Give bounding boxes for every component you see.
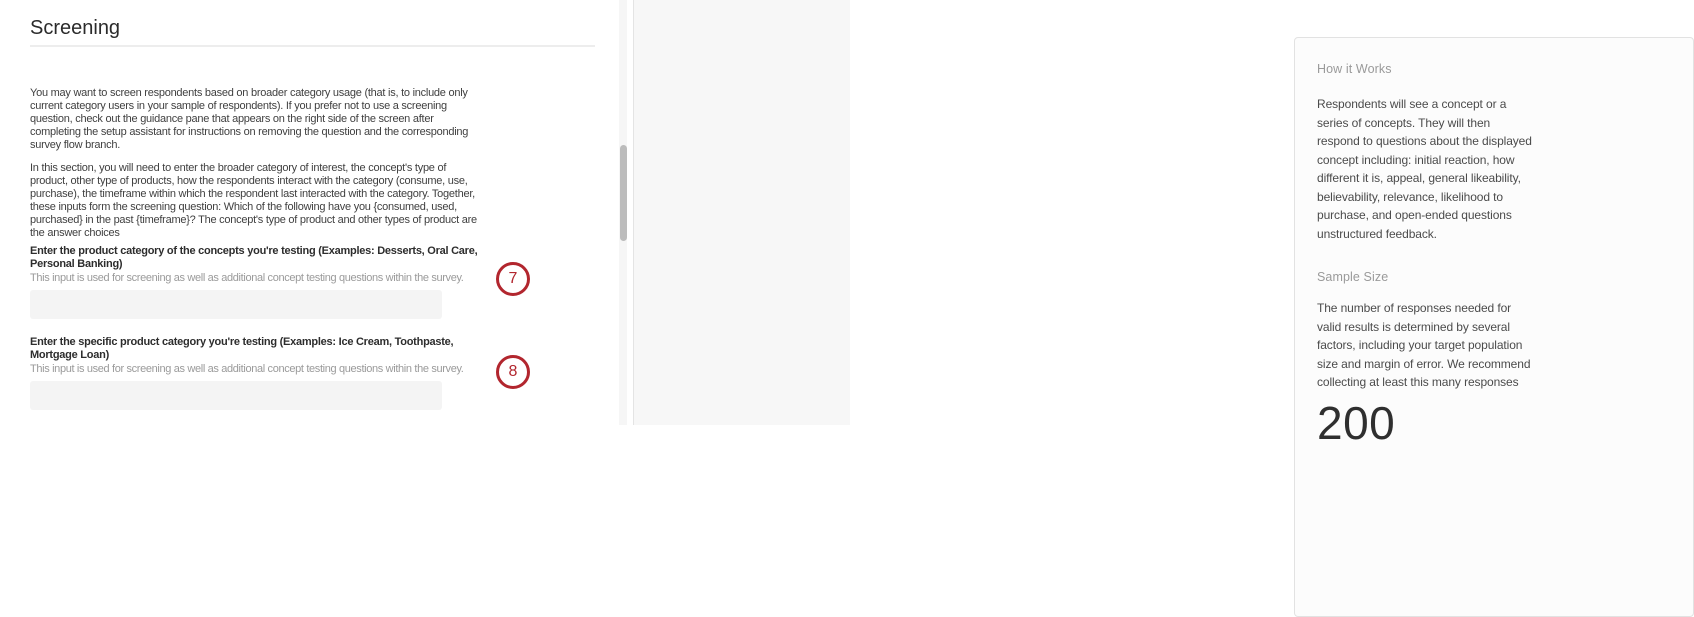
- intro-paragraph-2: [30, 162, 477, 240]
- paragraph-line: question, check out the guidance pane that appears on the right side of the screen after: [30, 113, 434, 125]
- paragraph-line: current category users in your sample of respondents). If you prefer not to use a screening: [30, 100, 447, 112]
- how-it-works-heading: How it Works: [1317, 62, 1392, 76]
- paragraph-line: In this section, you will need to enter the broader category of interest, the concept's type of: [30, 162, 447, 174]
- specific-product-category-label: [30, 336, 453, 362]
- page-title: Screening: [30, 17, 121, 40]
- annotation-circle-7: 7: [496, 262, 530, 296]
- paragraph-line: purchase), the timeframe within which the respondent last interacted with the category. Together,: [30, 188, 475, 200]
- guidance-line: valid results is determined by several: [1317, 319, 1510, 334]
- guidance-line: The number of responses needed for: [1317, 301, 1512, 315]
- guidance-panel: [634, 0, 1532, 449]
- label-line: Personal Banking): [30, 258, 123, 270]
- guidance-line: collecting at least this many responses: [1317, 375, 1519, 389]
- recommended-sample-size-value: 200: [1317, 397, 1396, 449]
- guidance-card: [1294, 37, 1694, 617]
- guidance-line: series of concepts. They will then: [1317, 115, 1491, 130]
- paragraph-line: purchased} in the past {timeframe}? The concept's type of product and other types of product are: [30, 214, 477, 226]
- guidance-line: factors, including your target population: [1317, 338, 1523, 352]
- paragraph-line: product, other type of products, how the respondents interact with the category (consume, use,: [30, 175, 468, 187]
- sample-size-text: [1317, 299, 1530, 392]
- specific-product-category-helper-text: This input is used for screening as well as additional concept testing questions within the survey.: [30, 363, 464, 375]
- vertical-scrollbar-thumb[interactable]: [620, 145, 627, 241]
- sample-size-heading: Sample Size: [1317, 270, 1389, 284]
- guidance-line: purchase, and open-ended questions: [1317, 208, 1512, 222]
- how-it-works-text: [1317, 95, 1532, 243]
- paragraph-line: You may want to screen respondents based on broader category usage (that is, to include only: [30, 87, 468, 99]
- paragraph-line: the answer choices: [30, 227, 120, 239]
- label-line: Enter the product category of the concepts you're testing (Examples: Desserts, Oral Care,: [30, 245, 478, 257]
- product-category-input[interactable]: [30, 290, 442, 319]
- paragraph-line: completing the setup assistant for instructions on removing the question and the corresponding: [30, 126, 469, 138]
- guidance-line: Respondents will see a concept or a: [1317, 97, 1507, 111]
- product-category-label: [30, 245, 477, 271]
- guidance-line: unstructured feedback.: [1317, 226, 1437, 241]
- guidance-line: size and margin of error. We recommend: [1317, 356, 1531, 371]
- guidance-line: concept including: initial reaction, how: [1317, 152, 1515, 167]
- specific-product-category-input[interactable]: [30, 381, 442, 410]
- annotation-circle-8: 8: [496, 355, 530, 389]
- guidance-line: believability, relevance, likelihood to: [1317, 189, 1503, 204]
- label-line: Mortgage Loan): [30, 349, 109, 361]
- product-category-helper-text: This input is used for screening as well as additional concept testing questions within the survey.: [30, 272, 464, 284]
- vertical-scrollbar-track[interactable]: [619, 0, 627, 425]
- guidance-line: respond to questions about the displayed: [1317, 134, 1532, 148]
- section-divider: [30, 45, 595, 47]
- paragraph-line: these inputs form the screening question: Which of the following have you {consumed, used,: [30, 201, 457, 213]
- paragraph-line: survey flow branch.: [30, 139, 121, 151]
- guidance-line: different it is, appeal, general likeability,: [1317, 171, 1521, 185]
- intro-paragraph-1: [30, 87, 468, 152]
- label-line: Enter the specific product category you're testing (Examples: Ice Cream, Toothpaste,: [30, 336, 454, 348]
